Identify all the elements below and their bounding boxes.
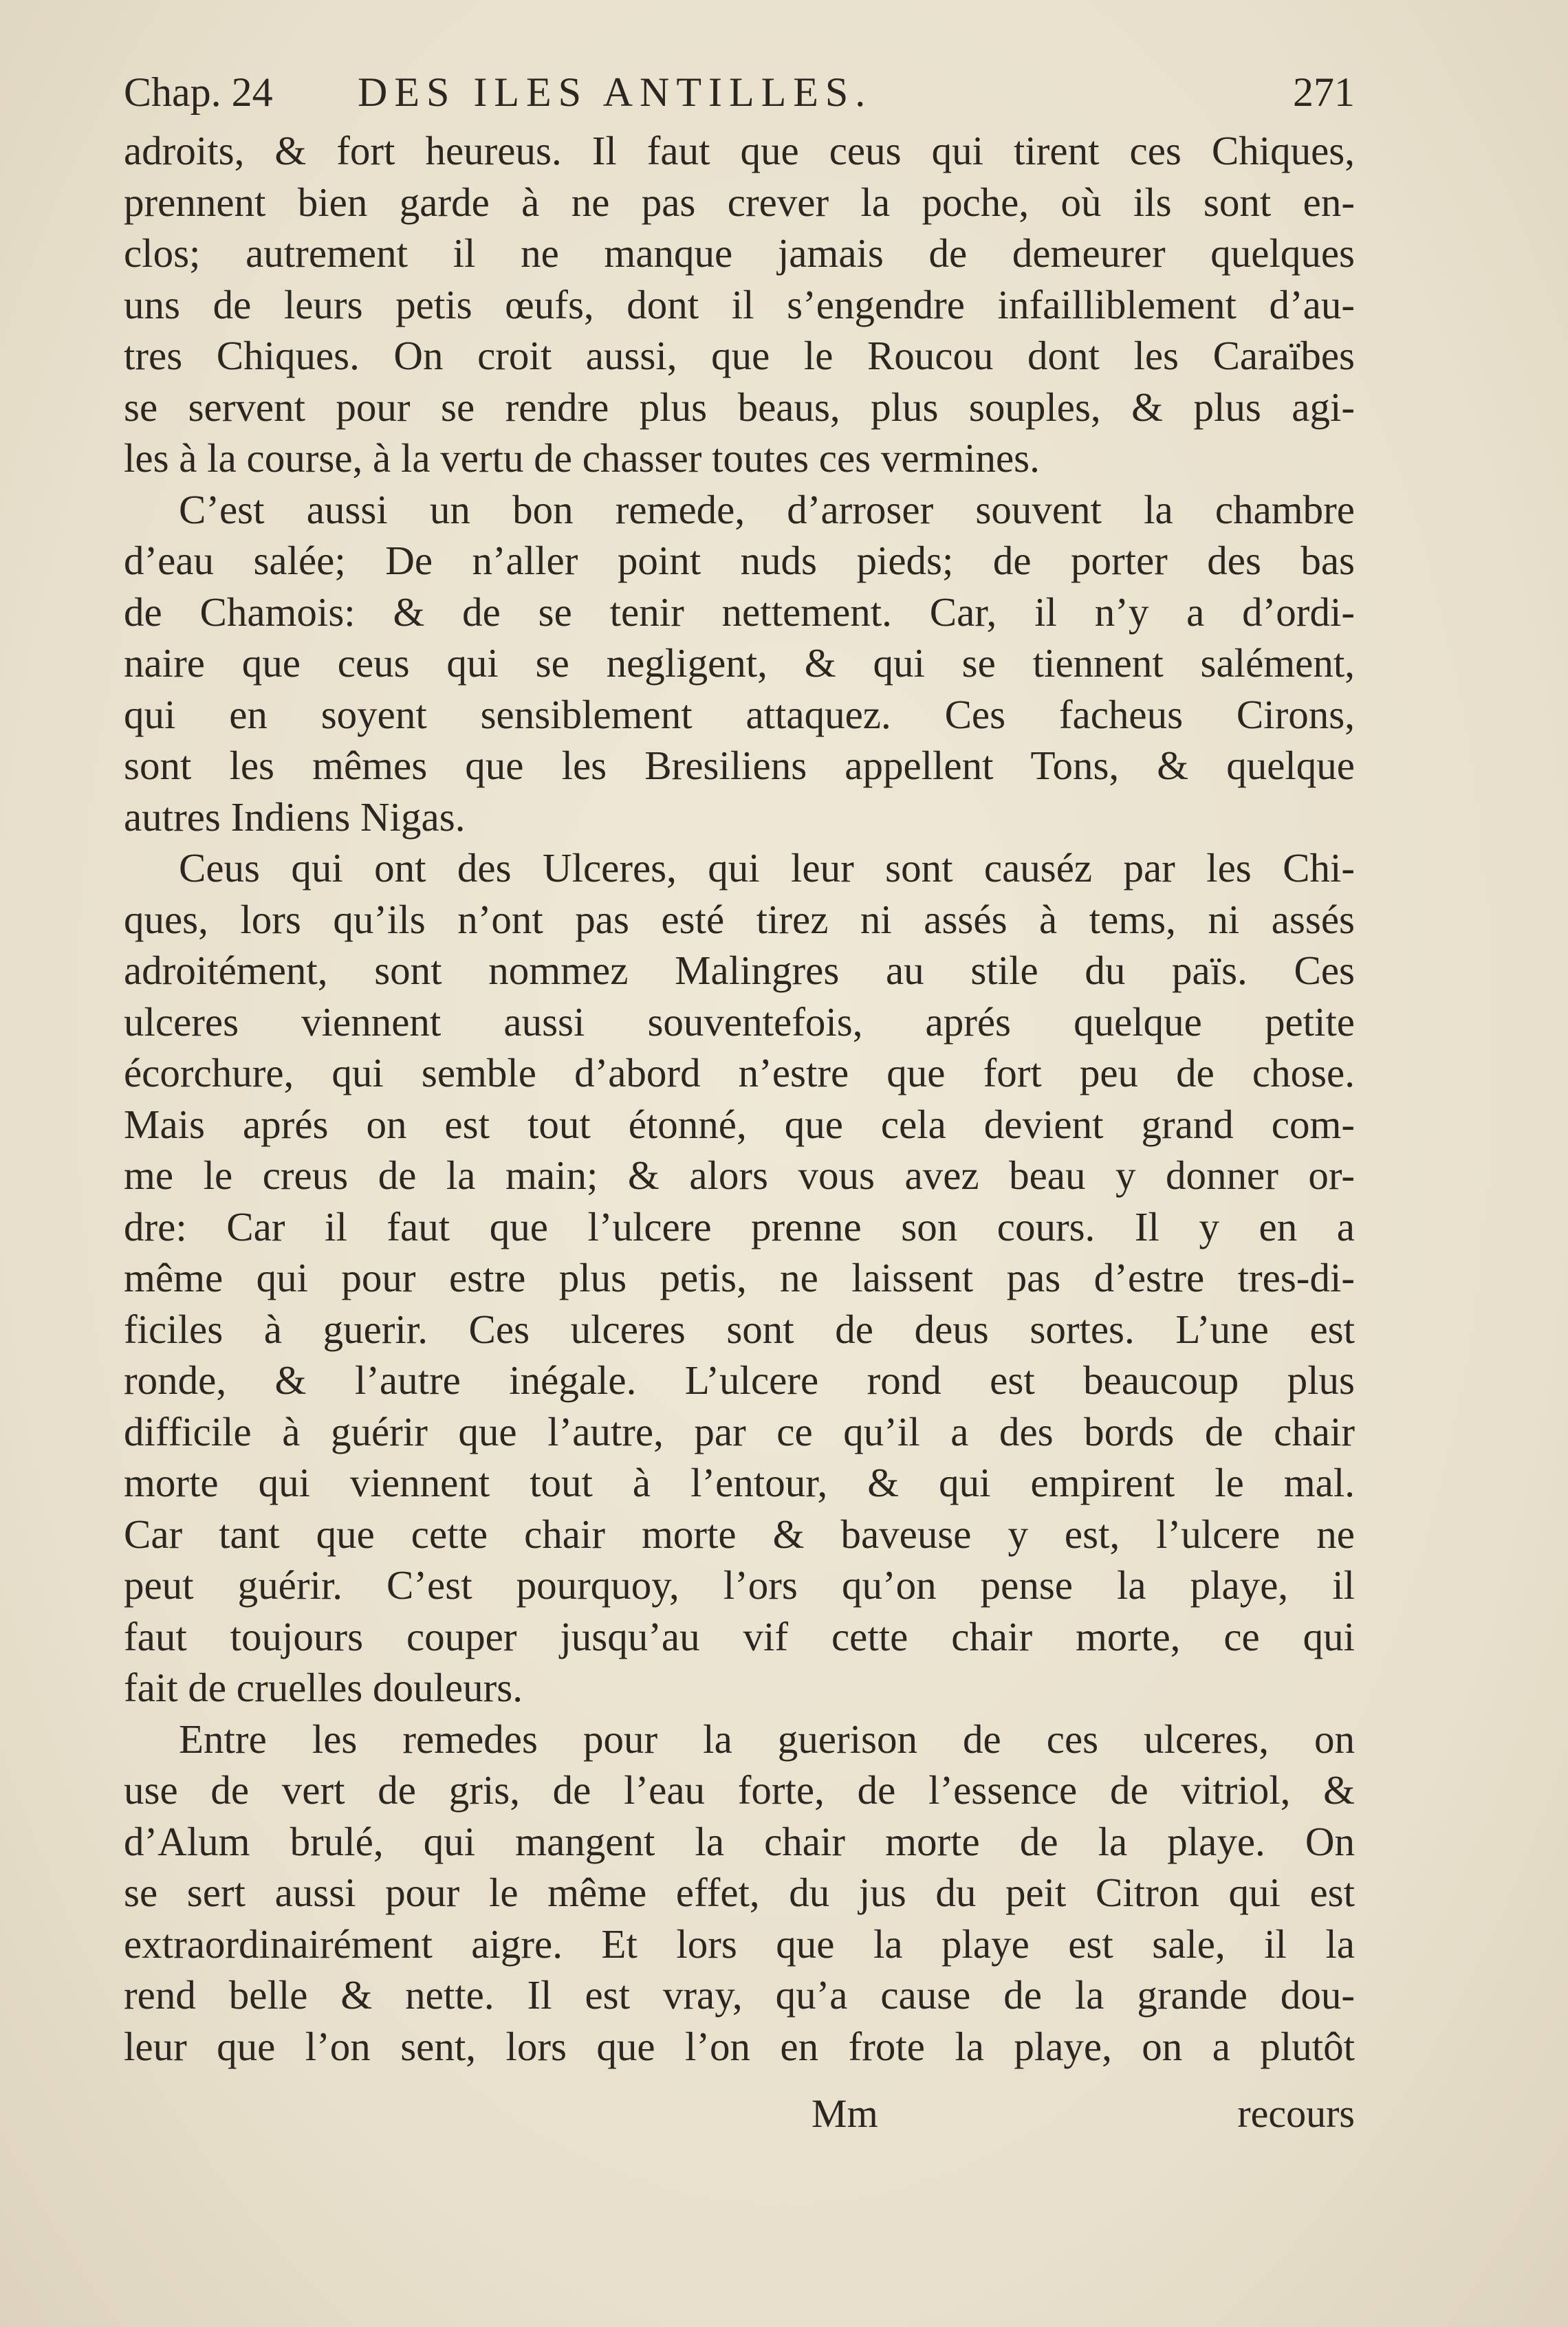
text-line: ficiles à guerir. Ces ulceres sont de deus sortes. L’une est	[124, 1306, 1355, 1352]
text-line: sont les mêmes que les Bresiliens appellent Tons, & quelque	[124, 743, 1355, 788]
text-line: de Chamois: & de se tenir nettement. Car, il n’y a d’ordi-	[124, 589, 1355, 635]
running-header	[124, 69, 1355, 124]
text-line: même qui pour estre plus petis, ne laissent pas d’estre tres-di-	[124, 1255, 1355, 1300]
text-line: adroits, & fort heureus. Il faut que ceus qui tirent ces Chiques,	[124, 128, 1355, 173]
text-line: se servent pour se rendre plus beaus, plus souples, & plus agi-	[124, 384, 1355, 430]
text-line: ulceres viennent aussi souventefois, aprés quelque petite	[124, 998, 1355, 1045]
text-line: les à la course, à la vertu de chasser toutes ces vermines.	[124, 435, 1040, 481]
text-line: écorchure, qui semble d’abord n’estre que fort peu de chose.	[124, 1050, 1355, 1095]
text-line: ronde, & l’autre inégale. L’ulcere rond est beaucoup plus	[124, 1357, 1355, 1403]
text-line: naire que ceus qui se negligent, & qui se tiennent salément,	[124, 640, 1355, 686]
page-number: 271	[1293, 69, 1355, 115]
signature-mark: Mm	[812, 2091, 878, 2136]
text-line: fait de cruelles douleurs.	[124, 1665, 523, 1710]
running-title: DES ILES ANTILLES.	[358, 69, 873, 115]
text-line: autres Indiens Nigas.	[124, 794, 466, 840]
text-line: ques, lors qu’ils n’ont pas esté tirez ni assés à tems, ni assés	[124, 896, 1355, 942]
text-line: d’eau salée; De n’aller point nuds pieds; de porter des bas	[124, 538, 1355, 583]
text-line: Mais aprés on est tout étonné, que cela devient grand com-	[124, 1101, 1355, 1147]
text-line: prennent bien garde à ne pas crever la poche, où ils sont en-	[124, 179, 1355, 225]
page-footer	[124, 2090, 1355, 2145]
text-line: d’Alum brulé, qui mangent la chair morte de la playe. On	[124, 1818, 1355, 1864]
text-line: me le creus de la main; & alors vous avez beau y donner or-	[124, 1152, 1355, 1198]
text-line: extraordinairément aigre. Et lors que la playe est sale, il la	[124, 1921, 1355, 1967]
text-line: dre: Car il faut que l’ulcere prenne son cours. Il y en a	[124, 1203, 1355, 1249]
text-line: peut guérir. C’est pourquoy, l’ors qu’on pense la playe, il	[124, 1562, 1355, 1608]
text-line: tres Chiques. On croit aussi, que le Roucou dont les Caraïbes	[124, 333, 1355, 378]
paragraph-start-line: C’est aussi un bon remede, d’arroser souvent la chambre	[179, 486, 1355, 532]
text-line: adroitément, sont nommez Malingres au stile du païs. Ces	[124, 948, 1355, 993]
text-line: rend belle & nette. Il est vray, qu’a cause de la grande dou-	[124, 1972, 1355, 2018]
text-line: se sert aussi pour le même effet, du jus du peit Citron qui est	[124, 1870, 1355, 1915]
text-line: uns de leurs petis œufs, dont il s’engendre infailliblement d’au-	[124, 281, 1355, 327]
chapter-label: Chap. 24	[124, 69, 273, 115]
text-line: difficile à guérir que l’autre, par ce qu’il a des bords de chair	[124, 1408, 1355, 1454]
text-line: faut toujours couper jusqu’au vif cette chair morte, ce qui	[124, 1613, 1355, 1659]
text-line: Car tant que cette chair morte & baveuse y est, l’ulcere ne	[124, 1511, 1355, 1557]
text-line: morte qui viennent tout à l’entour, & qui empirent le mal.	[124, 1460, 1355, 1505]
paragraph-start-line: Ceus qui ont des Ulceres, qui leur sont causéz par les Chi-	[179, 845, 1355, 891]
paragraph-start-line: Entre les remedes pour la guerison de ces ulceres, on	[179, 1716, 1355, 1762]
catchword: recours	[1237, 2091, 1355, 2136]
text-line: clos; autrement il ne manque jamais de demeurer quelques	[124, 230, 1355, 276]
text-line: qui en soyent sensiblement attaquez. Ces facheus Cirons,	[124, 691, 1355, 737]
text-line: leur que l’on sent, lors que l’on en frote la playe, on a plutôt	[124, 2023, 1355, 2069]
text-line: use de vert de gris, de l’eau forte, de l’essence de vitriol, &	[124, 1767, 1355, 1813]
page-text	[124, 125, 1355, 2072]
